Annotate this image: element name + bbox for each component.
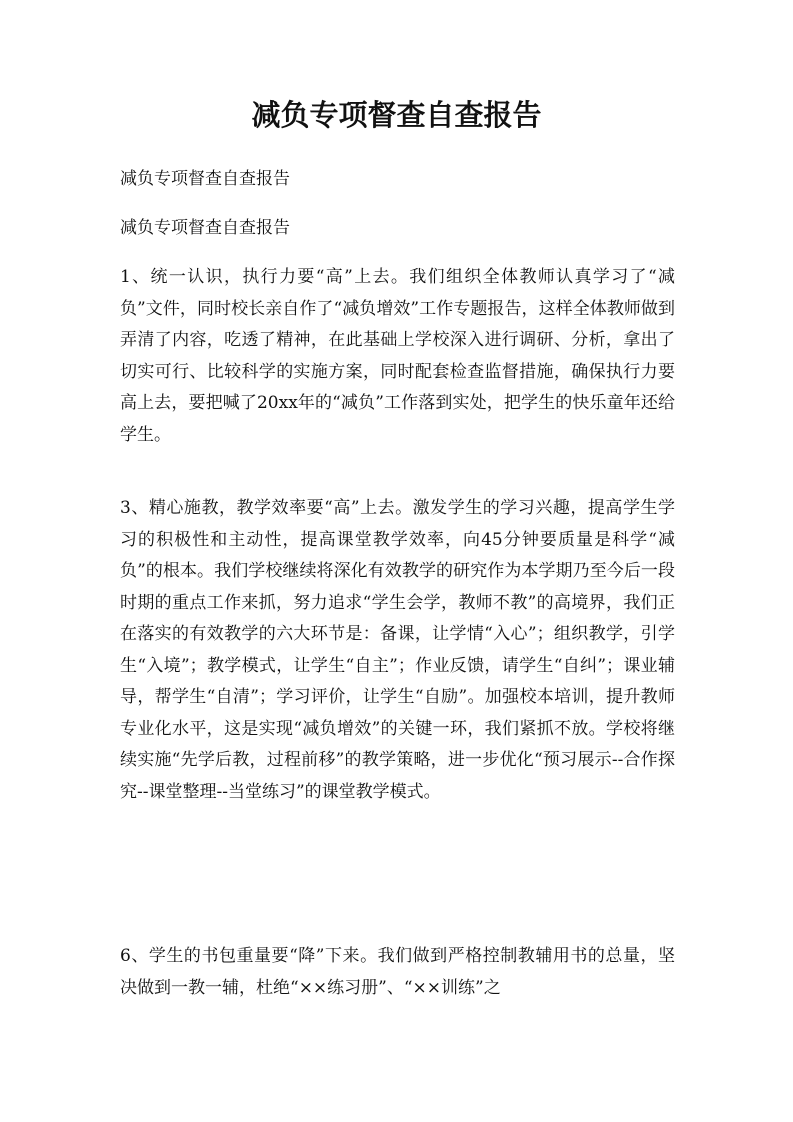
paragraph-6: 6、学生的书包重量要“降”下来。我们做到严格控制教辅用书的总量，坚决做到一教一辅，杜绝“××练习册”、“××训练”之 (120, 946, 675, 998)
paragraph-1: 1、统一认识，执行力要“高”上去。我们组织全体教师认真学习了“减负”文件，同时校长亲自作了“减负增效”工作专题报告，这样全体教师做到弄清了内容，吃透了精神，在此基础上学校深入进行调研、分析，拿出了切实可行、比较科学的实施方案，同时配套检查监督措施，确保执行力要高上去，要把喊了20xx年的“减负”工作落到实处，把学生的快乐童年还给学生。 (120, 267, 675, 445)
subtitle-line-2: 减负专项督查自查报告 (120, 218, 290, 238)
subtitle-line-1: 减负专项督查自查报告 (120, 169, 290, 189)
paragraph-3: 3、精心施教，教学效率要“高”上去。激发学生的学习兴趣，提高学生学习的积极性和主动性，提高课堂教学效率，向45分钟要质量是科学“减负”的根本。我们学校继续将深化有效教学的研究作为本学期乃至今后一段时期的重点工作来抓，努力追求“学生会学，教师不教”的高境界，我们正在落实的有效教学的六大环节是：备课，让学情“入心”；组织教学，引学生“入境”；教学模式，让学生“自主”；作业反馈，请学生“自纠”；课业辅导，帮学生“自清”；学习评价，让学生“自励”。加强校本培训，提升教师专业化水平，这是实现“减负增效”的关键一环，我们紧抓不放。学校将继续实施“先学后教，过程前移”的教学策略，进一步优化“预习展示--合作探究--课堂整理--当堂练习”的课堂教学模式。 (120, 498, 675, 802)
document-title: 减负专项督查自查报告 (251, 98, 542, 132)
